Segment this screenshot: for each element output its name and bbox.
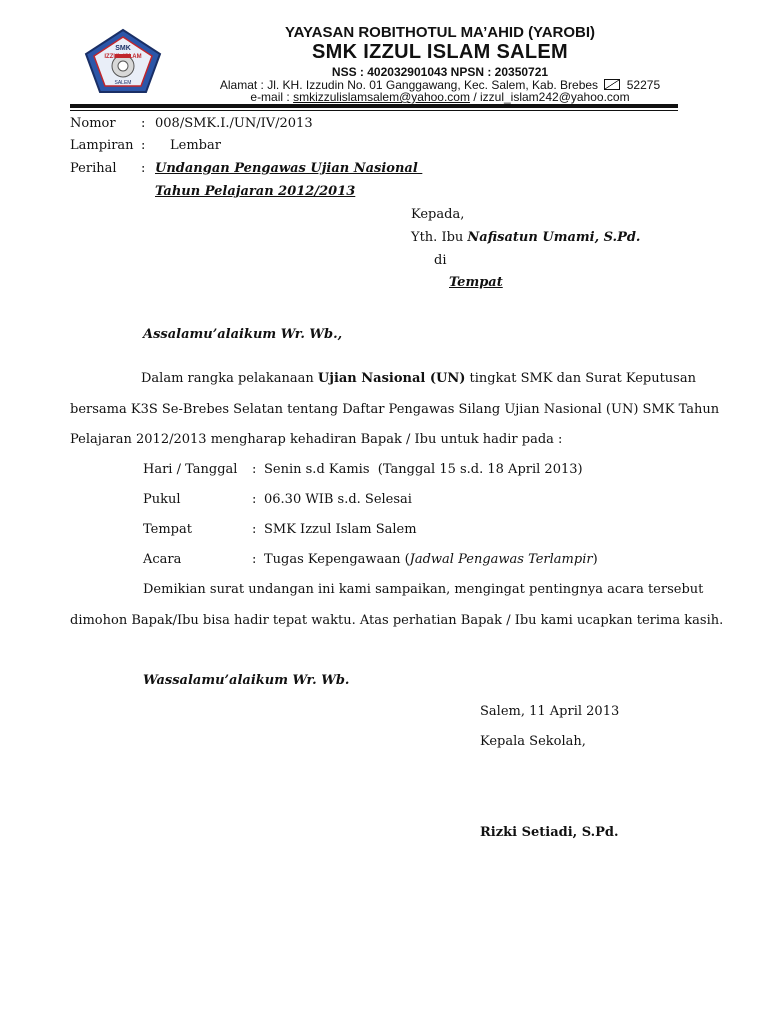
detail-label-event: Acara bbox=[143, 552, 182, 567]
school-name: SMK IZZUL ISLAM SALEM bbox=[312, 41, 568, 63]
perihal-label: Perihal bbox=[70, 161, 117, 176]
nomor-value: 008/SMK.I./UN/IV/2013 bbox=[155, 116, 313, 131]
paragraph1-line1 bbox=[141, 371, 696, 386]
postal-code: 52275 bbox=[626, 78, 661, 92]
detail-colon-event: : bbox=[252, 552, 257, 567]
perihal-colon: : bbox=[141, 161, 146, 176]
p1-text-a: Dalam rangka pelakanaan bbox=[141, 371, 314, 386]
recipient-tempat: Tempat bbox=[449, 275, 503, 290]
paragraph2-line2: dimohon Bapak/Ibu bisa hadir tepat waktu. Atas perhatian Bapak / Ibu kami ucapkan terima kasih. bbox=[70, 613, 724, 628]
detail-value-place: SMK Izzul Islam Salem bbox=[264, 522, 417, 537]
lampiran-label: Lampiran bbox=[70, 138, 134, 153]
event-text: Tugas Kepengawaan ( bbox=[264, 552, 410, 567]
email-primary-link[interactable]: smkizzulislamsalem@yahoo.com bbox=[293, 90, 470, 104]
nss-npsn: NSS : 402032901043 NPSN : 20350721 bbox=[331, 65, 549, 79]
perihal-line1: Undangan Pengawas Ujian Nasional bbox=[155, 161, 423, 176]
greeting: Assalamu’alaikum Wr. Wb., bbox=[143, 327, 343, 342]
paragraph1-line3: Pelajaran 2012/2013 mengharap kehadiran Bapak / Ibu untuk hadir pada : bbox=[70, 432, 563, 447]
email-label: e-mail : bbox=[250, 90, 290, 104]
nomor-colon: : bbox=[141, 116, 146, 131]
detail-label-time: Pukul bbox=[143, 492, 181, 507]
logo-text-top: SMK bbox=[115, 45, 131, 52]
event-note: Jadwal Pengawas Terlampir bbox=[409, 552, 593, 567]
nomor-label: Nomor bbox=[70, 116, 116, 131]
letterhead-rule-thin bbox=[70, 110, 678, 111]
recipient-yth: Yth. Ibu bbox=[411, 230, 464, 245]
paragraph2-line1: Demikian surat undangan ini kami sampaikan, mengingat pentingnya acara tersebut bbox=[143, 582, 704, 597]
logo-text-bottom: SALEM bbox=[114, 80, 132, 86]
envelope-icon bbox=[604, 79, 620, 90]
foundation-name: YAYASAN ROBITHOTUL MA’AHID (YAROBI) bbox=[284, 24, 596, 41]
p1-text-c: tingkat SMK dan Surat Keputusan bbox=[469, 371, 696, 386]
detail-value-event bbox=[264, 552, 598, 567]
detail-value-date: Senin s.d Kamis (Tanggal 15 s.d. 18 April 2013) bbox=[264, 462, 583, 477]
recipient-name: Nafisatun Umami, S.Pd. bbox=[467, 230, 641, 245]
signature-position: Kepala Sekolah, bbox=[480, 734, 586, 749]
recipient-kepada: Kepada, bbox=[411, 207, 465, 222]
recipient-di: di bbox=[434, 253, 447, 268]
email-separator: / bbox=[469, 90, 480, 104]
signature-place-date: Salem, 11 April 2013 bbox=[480, 704, 620, 719]
email-secondary: izzul_islam242@yahoo.com bbox=[480, 90, 630, 104]
logo-text-mid: IZZUL ISLAM bbox=[104, 54, 142, 60]
school-logo bbox=[84, 28, 162, 94]
address-text: Alamat : Jl. KH. Izzudin No. 01 Ganggawang, Kec. Salem, Kab. Brebes bbox=[219, 78, 599, 92]
detail-value-time: 06.30 WIB s.d. Selesai bbox=[264, 492, 412, 507]
recipient-line bbox=[411, 230, 640, 245]
lampiran-value: Lembar bbox=[170, 138, 221, 153]
closing-greeting: Wassalamu’alaikum Wr. Wb. bbox=[143, 673, 350, 688]
event-end: ) bbox=[592, 552, 598, 567]
detail-colon-place: : bbox=[252, 522, 257, 537]
email-line bbox=[190, 90, 690, 104]
detail-label-date: Hari / Tanggal bbox=[143, 462, 238, 477]
detail-colon-time: : bbox=[252, 492, 257, 507]
p1-exam-name: Ujian Nasional (UN) bbox=[317, 371, 466, 386]
detail-label-place: Tempat bbox=[143, 522, 192, 537]
signature-name: Rizki Setiadi, S.Pd. bbox=[480, 825, 619, 840]
perihal-line2: Tahun Pelajaran 2012/2013 bbox=[155, 184, 356, 199]
paragraph1-line2: bersama K3S Se-Brebes Selatan tentang Daftar Pengawas Silang Ujian Nasional (UN) SMK Tahun bbox=[70, 402, 720, 417]
detail-colon-date: : bbox=[252, 462, 257, 477]
lampiran-colon: : bbox=[141, 138, 146, 153]
letterhead-rule-thick bbox=[70, 104, 678, 108]
